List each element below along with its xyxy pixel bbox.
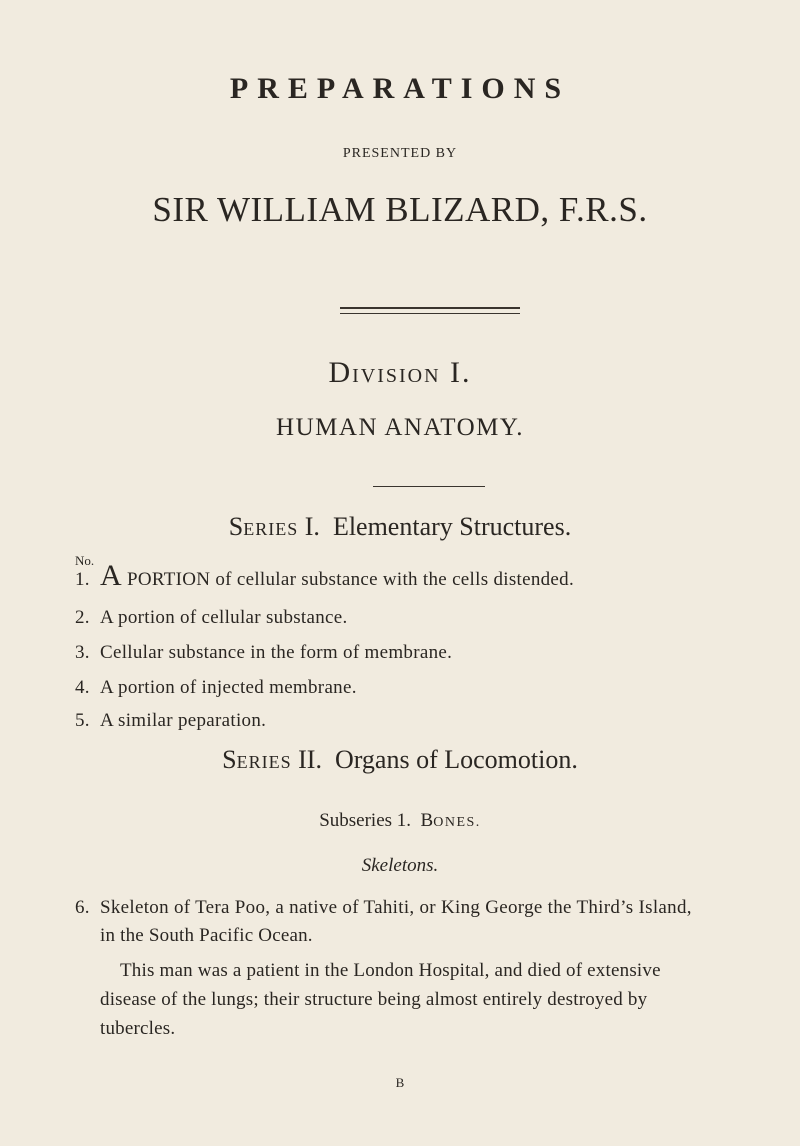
presented-by-line: PRESENTED BY (342, 146, 458, 161)
subseries-name-rest: ONES. (433, 815, 481, 830)
item-text: A portion of injected membrane. (100, 677, 357, 698)
list-item (75, 677, 357, 699)
series-2-label-initial: S (222, 745, 237, 774)
signature-mark: B (395, 1075, 405, 1090)
subseries-name-initial: B (420, 810, 434, 831)
item-number: 4. (75, 677, 90, 698)
series-2-name: Organs of Locomotion. (334, 745, 578, 774)
subseries-prefix: Subseries 1. (319, 810, 412, 831)
item-number: 6. (75, 897, 90, 918)
single-rule-divider (373, 486, 485, 487)
subseries-heading (0, 810, 800, 832)
list-item (75, 642, 452, 664)
division-heading (0, 356, 800, 390)
series-2-label-rest: ERIES (236, 752, 292, 772)
item-paragraph-line: disease of the lungs; their structure being almost entirely destroyed by (100, 989, 648, 1010)
item-number: 3. (75, 642, 90, 663)
series-1-name: Elementary Structures. (332, 512, 572, 541)
item-paragraph-line: tubercles. (100, 1018, 176, 1039)
series-2-heading (0, 745, 800, 775)
double-rule-divider (340, 307, 520, 314)
item-number: 2. (75, 607, 90, 628)
division-subject: HUMAN ANATOMY. (276, 414, 524, 441)
item-number: 5. (75, 710, 90, 731)
list-item (75, 607, 348, 629)
item-paragraph-line: This man was a patient in the London Hospital, and died of extensive (120, 960, 661, 981)
item-text: Skeleton of Tera Poo, a native of Tahiti, or King George the Third’s Island, (100, 897, 692, 918)
division-word-initial: D (328, 356, 353, 389)
item-text: A similar peparation. (100, 710, 267, 731)
list-item (75, 559, 575, 592)
series-1-heading (0, 512, 800, 542)
drop-cap: A (100, 559, 122, 592)
series-1-numeral: I. (304, 512, 320, 541)
item-continuation-line: in the South Pacific Ocean. (100, 925, 313, 946)
number-column-heading: No. (75, 553, 95, 568)
series-1-label-rest: ERIES (243, 519, 299, 539)
series-1-label-initial: S (228, 512, 244, 541)
division-numeral: I. (450, 356, 472, 389)
item-text: PORTION of cellular substance with the cells distended. (127, 569, 575, 590)
donor-name: SIR WILLIAM BLIZARD, F.R.S. (152, 190, 648, 229)
page-title: PREPARATIONS (229, 72, 571, 105)
item-number: 1. (75, 569, 90, 590)
item-text: Cellular substance in the form of membrane. (100, 642, 453, 663)
item-text: A portion of cellular substance. (100, 607, 348, 628)
list-item (75, 897, 692, 919)
list-item (75, 710, 266, 732)
skeletons-subheading: Skeletons. (361, 855, 439, 876)
series-2-numeral: II. (298, 745, 322, 774)
division-word-rest: IVISION (352, 365, 441, 387)
